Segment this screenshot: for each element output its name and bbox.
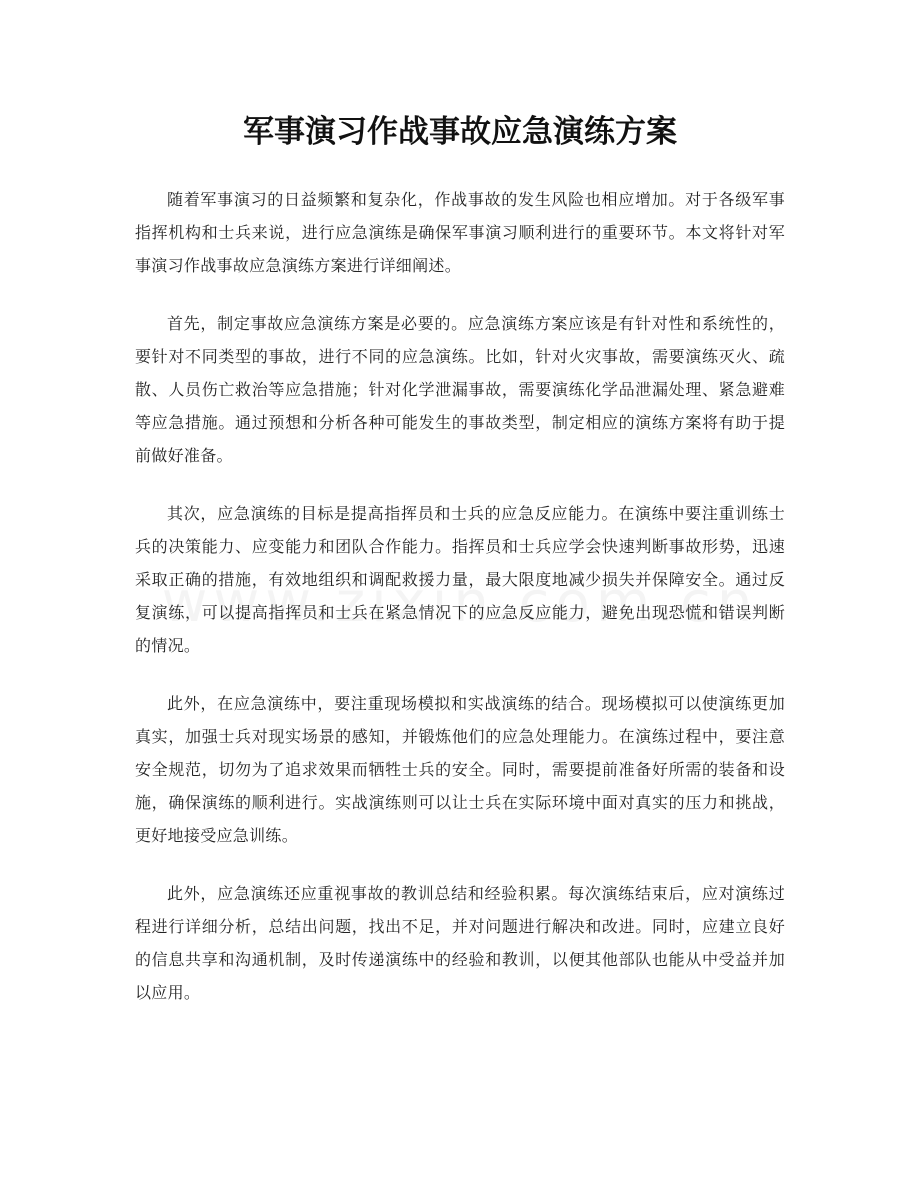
paragraph-third: 此外，在应急演练中，要注重现场模拟和实战演练的结合。现场模拟可以使演练更加真实，加强士兵对现实场景的感知，并锻炼他们的应急处理能力。在演练过程中，要注意安全规范，切勿为了追求效果而牺牲士兵的安全。同时，需要提前准备好所需的装备和设施，确保演练的顺利进行。实战演练则可以让士兵在实际环境中面对真实的压力和挑战，更好地接受应急训练。	[135, 694, 785, 845]
paragraph-second: 其次，应急演练的目标是提高指挥员和士兵的应急反应能力。在演练中要注重训练士兵的决策能力、应变能力和团队合作能力。指挥员和士兵应学会快速判断事故形势，迅速采取正确的措施，有效地组织和调配救援力量，最大限度地减少损失并保障安全。通过反复演练，可以提高指挥员和士兵在紧急情况下的应急反应能力，避免出现恐慌和错误判断的情况。	[135, 504, 785, 655]
paragraph-first: 首先，制定事故应急演练方案是必要的。应急演练方案应该是有针对性和系统性的，要针对不同类型的事故，进行不同的应急演练。比如，针对火灾事故，需要演练灭火、疏散、人员伤亡救治等应急措施；针对化学泄漏事故，需要演练化学品泄漏处理、紧急避难等应急措施。通过预想和分析各种可能发生的事故类型，制定相应的演练方案将有助于提前做好准备。	[135, 314, 785, 465]
document-title: 军事演习作战事故应急演练方案	[243, 114, 677, 150]
paragraph-fourth: 此外，应急演练还应重视事故的教训总结和经验积累。每次演练结束后，应对演练过程进行详细分析，总结出问题，找出不足，并对问题进行解决和改进。同时，应建立良好的信息共享和沟通机制，及时传递演练中的经验和教训，以便其他部队也能从中受益并加以应用。	[135, 884, 785, 1002]
paragraph-intro: 随着军事演习的日益频繁和复杂化，作战事故的发生风险也相应增加。对于各级军事指挥机构和士兵来说，进行应急演练是确保军事演习顺利进行的重要环节。本文将针对军事演习作战事故应急演练方案进行详细阐述。	[135, 190, 785, 275]
document-body	[135, 183, 785, 1034]
